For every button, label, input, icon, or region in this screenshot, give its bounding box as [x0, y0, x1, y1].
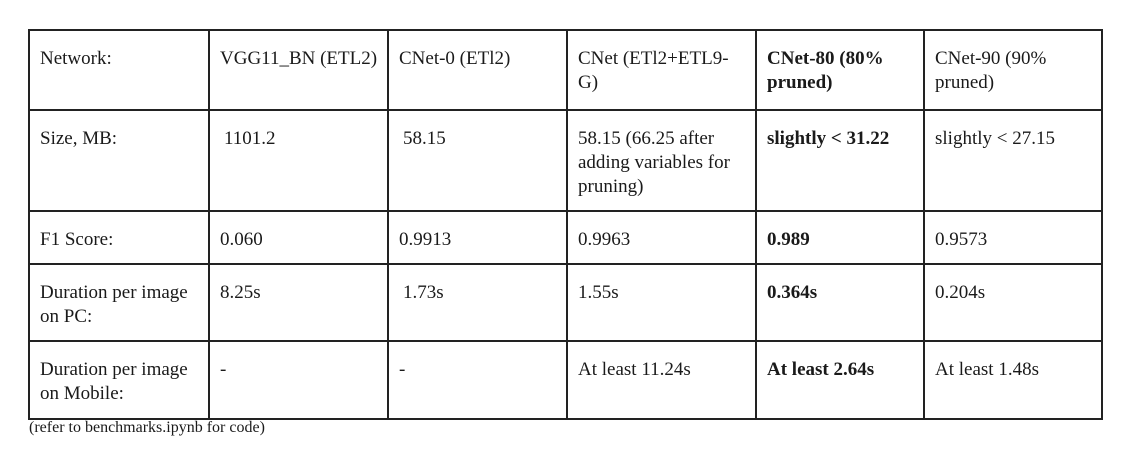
cell-pc-vgg11: 8.25s	[209, 264, 388, 341]
table-row	[29, 341, 1102, 419]
cell-mobile-cnet0: -	[388, 341, 567, 419]
header-cell-cnet: CNet (ETl2+ETL9-G)	[567, 30, 756, 110]
cell-f1-cnet: 0.9963	[567, 211, 756, 264]
cell-pc-cnet80: 0.364s	[756, 264, 924, 341]
cell-f1-cnet0: 0.9913	[388, 211, 567, 264]
cell-pc-cnet90: 0.204s	[924, 264, 1102, 341]
row-label-f1: F1 Score:	[29, 211, 209, 264]
cell-mobile-cnet80: At least 2.64s	[756, 341, 924, 419]
cell-mobile-cnet: At least 11.24s	[567, 341, 756, 419]
cell-f1-vgg11: 0.060	[209, 211, 388, 264]
cell-size-cnet90: slightly < 27.15	[924, 110, 1102, 211]
table-row	[29, 264, 1102, 341]
table-header-row	[29, 30, 1102, 110]
cell-pc-cnet: 1.55s	[567, 264, 756, 341]
cell-size-vgg11: 1101.2	[209, 110, 388, 211]
row-label-pc-duration: Duration per image on PC:	[29, 264, 209, 341]
header-cell-cnet90: CNet-90 (90% pruned)	[924, 30, 1102, 110]
benchmark-table	[28, 29, 1103, 420]
cell-f1-cnet80: 0.989	[756, 211, 924, 264]
row-label-size: Size, MB:	[29, 110, 209, 211]
cell-mobile-vgg11: -	[209, 341, 388, 419]
cell-size-cnet0: 58.15	[388, 110, 567, 211]
table-caption: (refer to benchmarks.ipynb for code)	[29, 419, 265, 436]
header-cell-cnet0: CNet-0 (ETl2)	[388, 30, 567, 110]
header-cell-vgg11: VGG11_BN (ETL2)	[209, 30, 388, 110]
cell-mobile-cnet90: At least 1.48s	[924, 341, 1102, 419]
cell-f1-cnet90: 0.9573	[924, 211, 1102, 264]
row-label-mobile-duration: Duration per image on Mobile:	[29, 341, 209, 419]
header-cell-network: Network:	[29, 30, 209, 110]
header-cell-cnet80: CNet-80 (80% pruned)	[756, 30, 924, 110]
cell-pc-cnet0: 1.73s	[388, 264, 567, 341]
table-row	[29, 211, 1102, 264]
cell-size-cnet80: slightly < 31.22	[756, 110, 924, 211]
table-row	[29, 110, 1102, 211]
cell-size-cnet: 58.15 (66.25 after adding variables for pruning)	[567, 110, 756, 211]
